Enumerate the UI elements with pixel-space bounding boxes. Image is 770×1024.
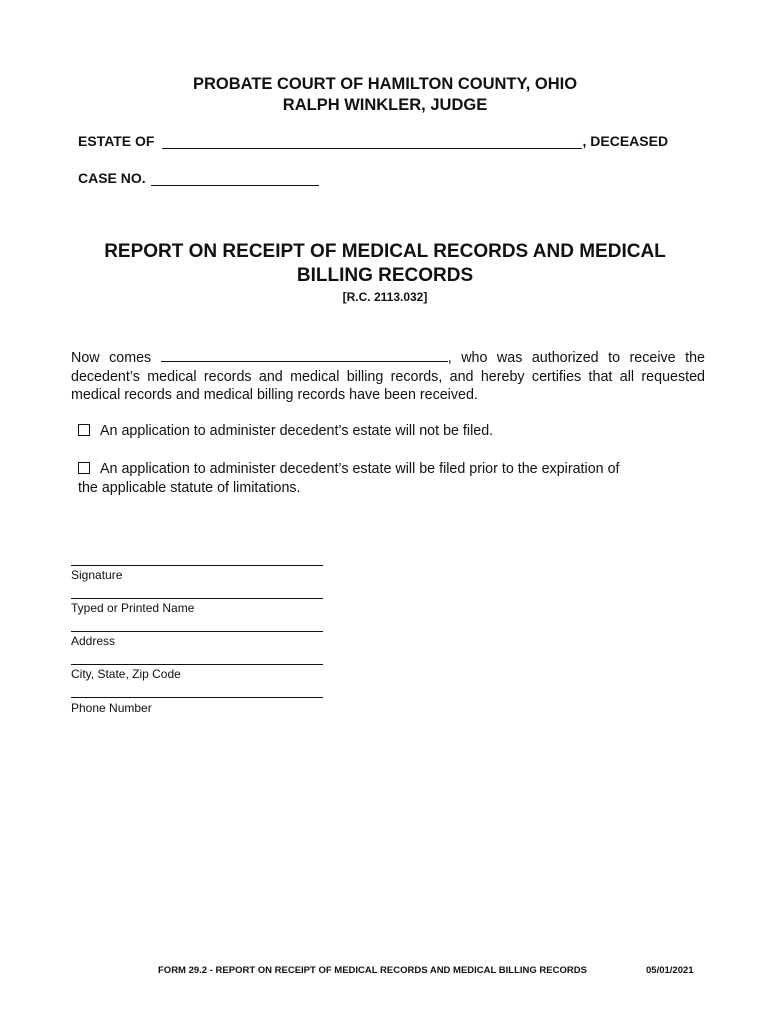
option-not-filed <box>78 422 698 441</box>
certification-paragraph <box>71 348 705 405</box>
case-number-field[interactable] <box>151 171 319 186</box>
printed-name-label: Typed or Printed Name <box>71 601 195 615</box>
footer-date: 05/01/2021 <box>646 965 694 976</box>
court-name: PROBATE COURT OF HAMILTON COUNTY, OHIO <box>192 75 578 93</box>
option-will-be-filed <box>78 460 698 498</box>
authorized-person-field[interactable] <box>161 348 448 362</box>
form-title <box>0 240 770 288</box>
phone-label: Phone Number <box>71 701 152 715</box>
address-label: Address <box>71 634 116 648</box>
estate-name-field[interactable] <box>162 134 582 149</box>
statute-citation: [R.C. 2113.032] <box>342 290 428 304</box>
estate-of-label: ESTATE OF <box>78 133 155 149</box>
printed-name-line[interactable] <box>71 598 323 599</box>
certification-text: , who was authorized to receive the decedent’s medical records and medical billing records, and hereby certifies that all requested medical records and medical billing records have been received. <box>71 350 705 403</box>
case-number-row <box>78 170 319 186</box>
estate-of-row <box>78 133 688 149</box>
address-line[interactable] <box>71 631 323 632</box>
now-comes-label: Now comes <box>71 350 152 366</box>
phone-line[interactable] <box>71 697 323 698</box>
option-not-filed-label: An application to administer decedent’s estate will not be filed. <box>100 423 494 439</box>
option-will-be-filed-label: An application to administer decedent’s estate will be filed prior to the expiration of <box>100 461 620 477</box>
form-title-line-2: BILLING RECORDS <box>296 265 474 286</box>
judge-name: RALPH WINKLER, JUDGE <box>282 96 488 114</box>
case-no-label: CASE NO. <box>78 170 146 186</box>
signature-label: Signature <box>71 568 123 582</box>
deceased-label: , DECEASED <box>582 133 669 149</box>
checkbox-will-be-filed[interactable] <box>78 462 90 474</box>
option-will-be-filed-label-cont: the applicable statute of limitations. <box>78 480 301 496</box>
city-state-zip-line[interactable] <box>71 664 323 665</box>
footer-form-title: FORM 29.2 - REPORT ON RECEIPT OF MEDICAL RECORDS AND MEDICAL BILLING RECORDS <box>158 965 587 976</box>
form-title-line-1: REPORT ON RECEIPT OF MEDICAL RECORDS AND MEDICAL <box>104 241 666 262</box>
city-state-zip-label: City, State, Zip Code <box>71 667 181 681</box>
checkbox-not-filed[interactable] <box>78 424 90 436</box>
signature-line[interactable] <box>71 565 323 566</box>
